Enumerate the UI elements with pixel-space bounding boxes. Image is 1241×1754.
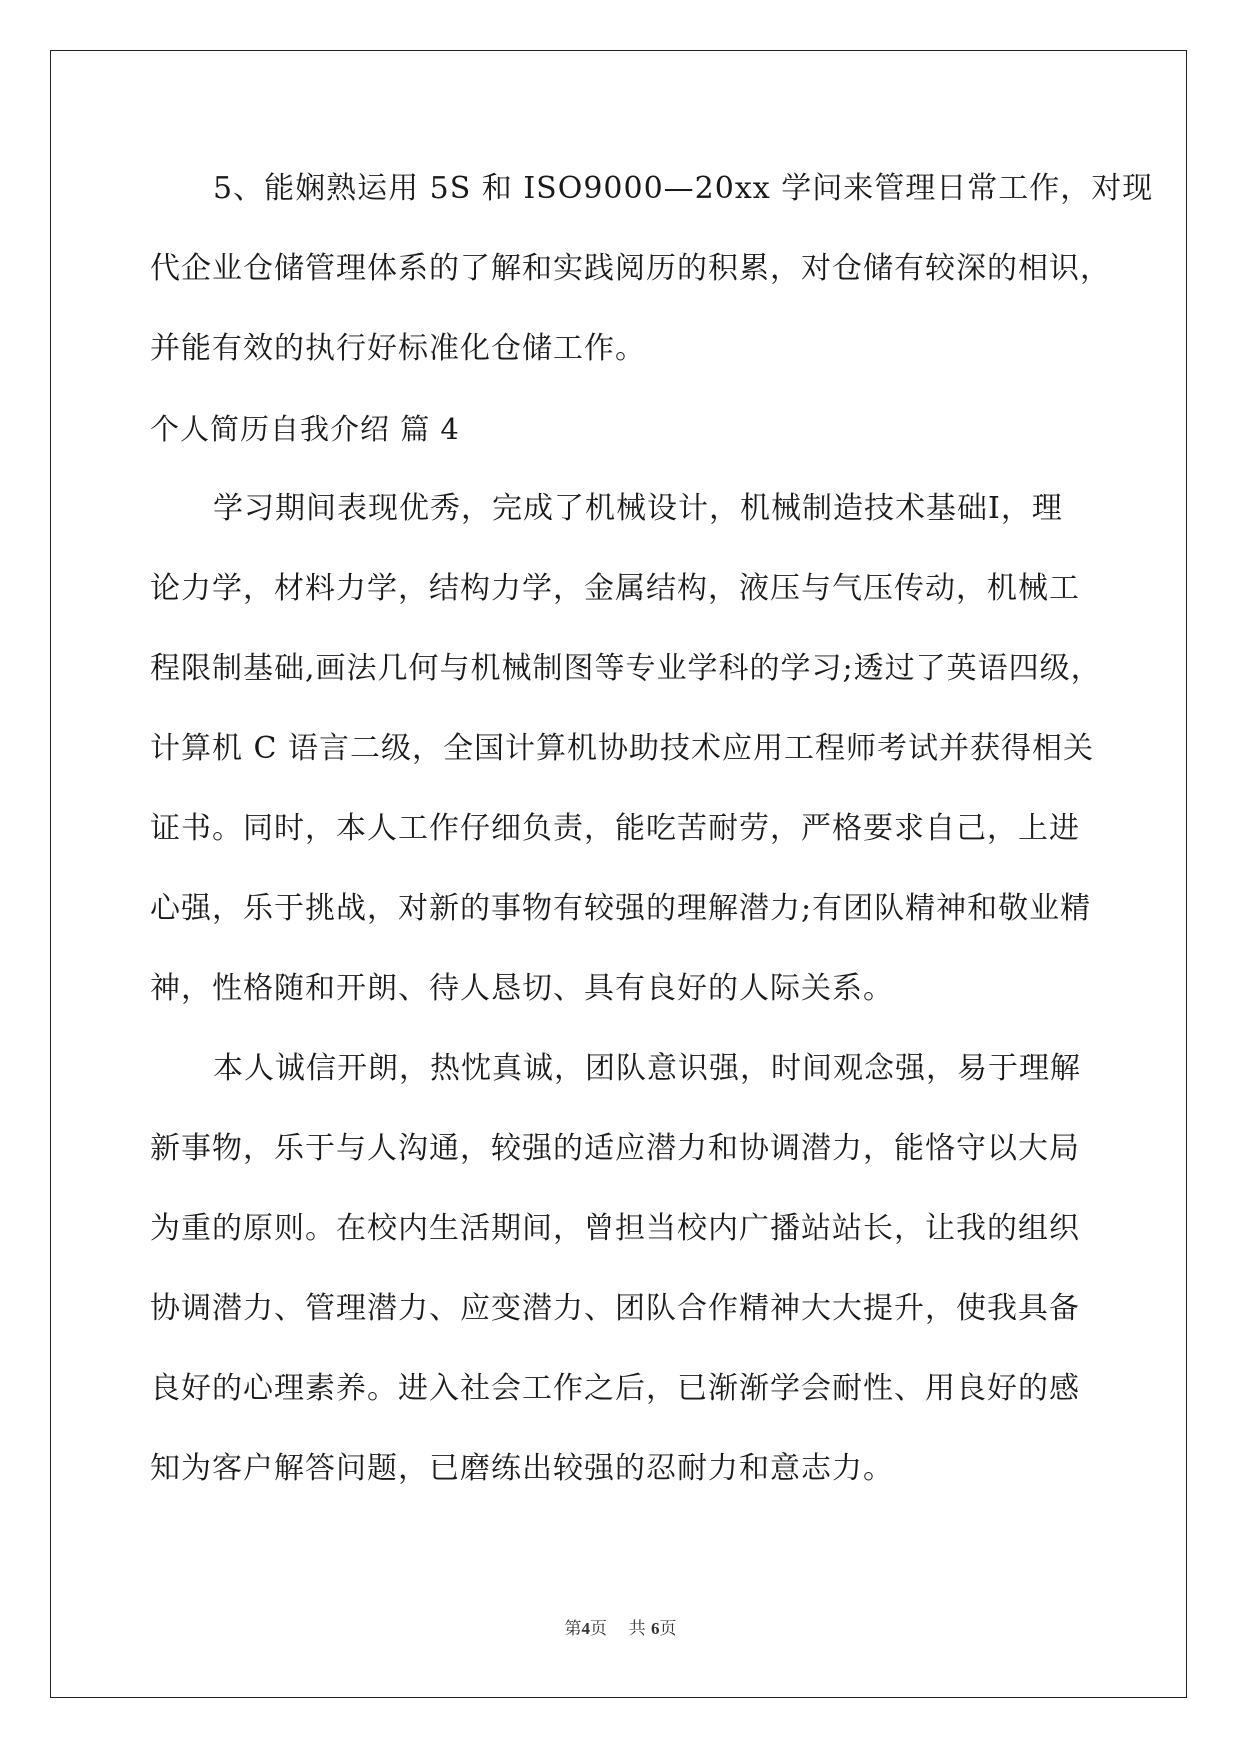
document-body xyxy=(150,160,1154,1520)
page-footer xyxy=(0,1614,1241,1639)
footer-page-suffix: 页 xyxy=(589,1619,607,1639)
footer-total-pages: 6 xyxy=(651,1619,660,1638)
paragraph-line: 协调潜力、管理潜力、应变潜力、团队合作精神大大提升，使我具备 xyxy=(150,1291,1080,1326)
footer-prefix: 第 xyxy=(564,1619,582,1639)
paragraph-line: 论力学，材料力学，结构力学，金属结构，液压与气压传动，机械工 xyxy=(150,571,1080,606)
paragraph-line: 证书。同时，本人工作仔细负责，能吃苦耐劳，严格要求自己，上进 xyxy=(150,811,1080,846)
footer-total-suffix: 页 xyxy=(659,1619,677,1639)
paragraph-line: 心强，乐于挑战，对新的事物有较强的理解潜力;有团队精神和敬业精 xyxy=(150,891,1092,926)
paragraph-line: 计算机 C 语言二级，全国计算机协助技术应用工程师考试并获得相关 xyxy=(150,731,1095,766)
paragraph-line: 学习期间表现优秀，完成了机械设计，机械制造技术基础Ⅰ，理 xyxy=(213,491,1063,526)
paragraph-line: 本人诚信开朗，热忱真诚，团队意识强，时间观念强，易于理解 xyxy=(213,1051,1081,1086)
paragraph-line: 新事物，乐于与人沟通，较强的适应潜力和协调潜力，能恪守以大局 xyxy=(150,1131,1080,1166)
footer-current-page: 4 xyxy=(581,1619,590,1638)
paragraph-line: 代企业仓储管理体系的了解和实践阅历的积累，对仓储有较深的相识， xyxy=(150,251,1111,286)
paragraph-line: 并能有效的执行好标准化仓储工作。 xyxy=(150,331,646,366)
paragraph-line: 良好的心理素养。进入社会工作之后，已渐渐学会耐性、用良好的感 xyxy=(150,1371,1080,1406)
paragraph-line: 知为客户解答问题，已磨练出较强的忍耐力和意志力。 xyxy=(150,1451,894,1486)
paragraph-line: 神，性格随和开朗、待人恳切、具有良好的人际关系。 xyxy=(150,971,894,1006)
footer-total-prefix: 共 xyxy=(628,1619,646,1639)
paragraph-line: 为重的原则。在校内生活期间，曾担当校内广播站站长，让我的组织 xyxy=(150,1211,1080,1246)
paragraph-line: 程限制基础,画法几何与机械制图等专业学科的学习;透过了英语四级， xyxy=(150,651,1102,686)
section-heading: 个人简历自我介绍 篇 4 xyxy=(150,412,460,446)
paragraph-line: 5、能娴熟运用 5S 和 ISO9000—20xx 学问来管理日常工作，对现 xyxy=(213,171,1154,206)
